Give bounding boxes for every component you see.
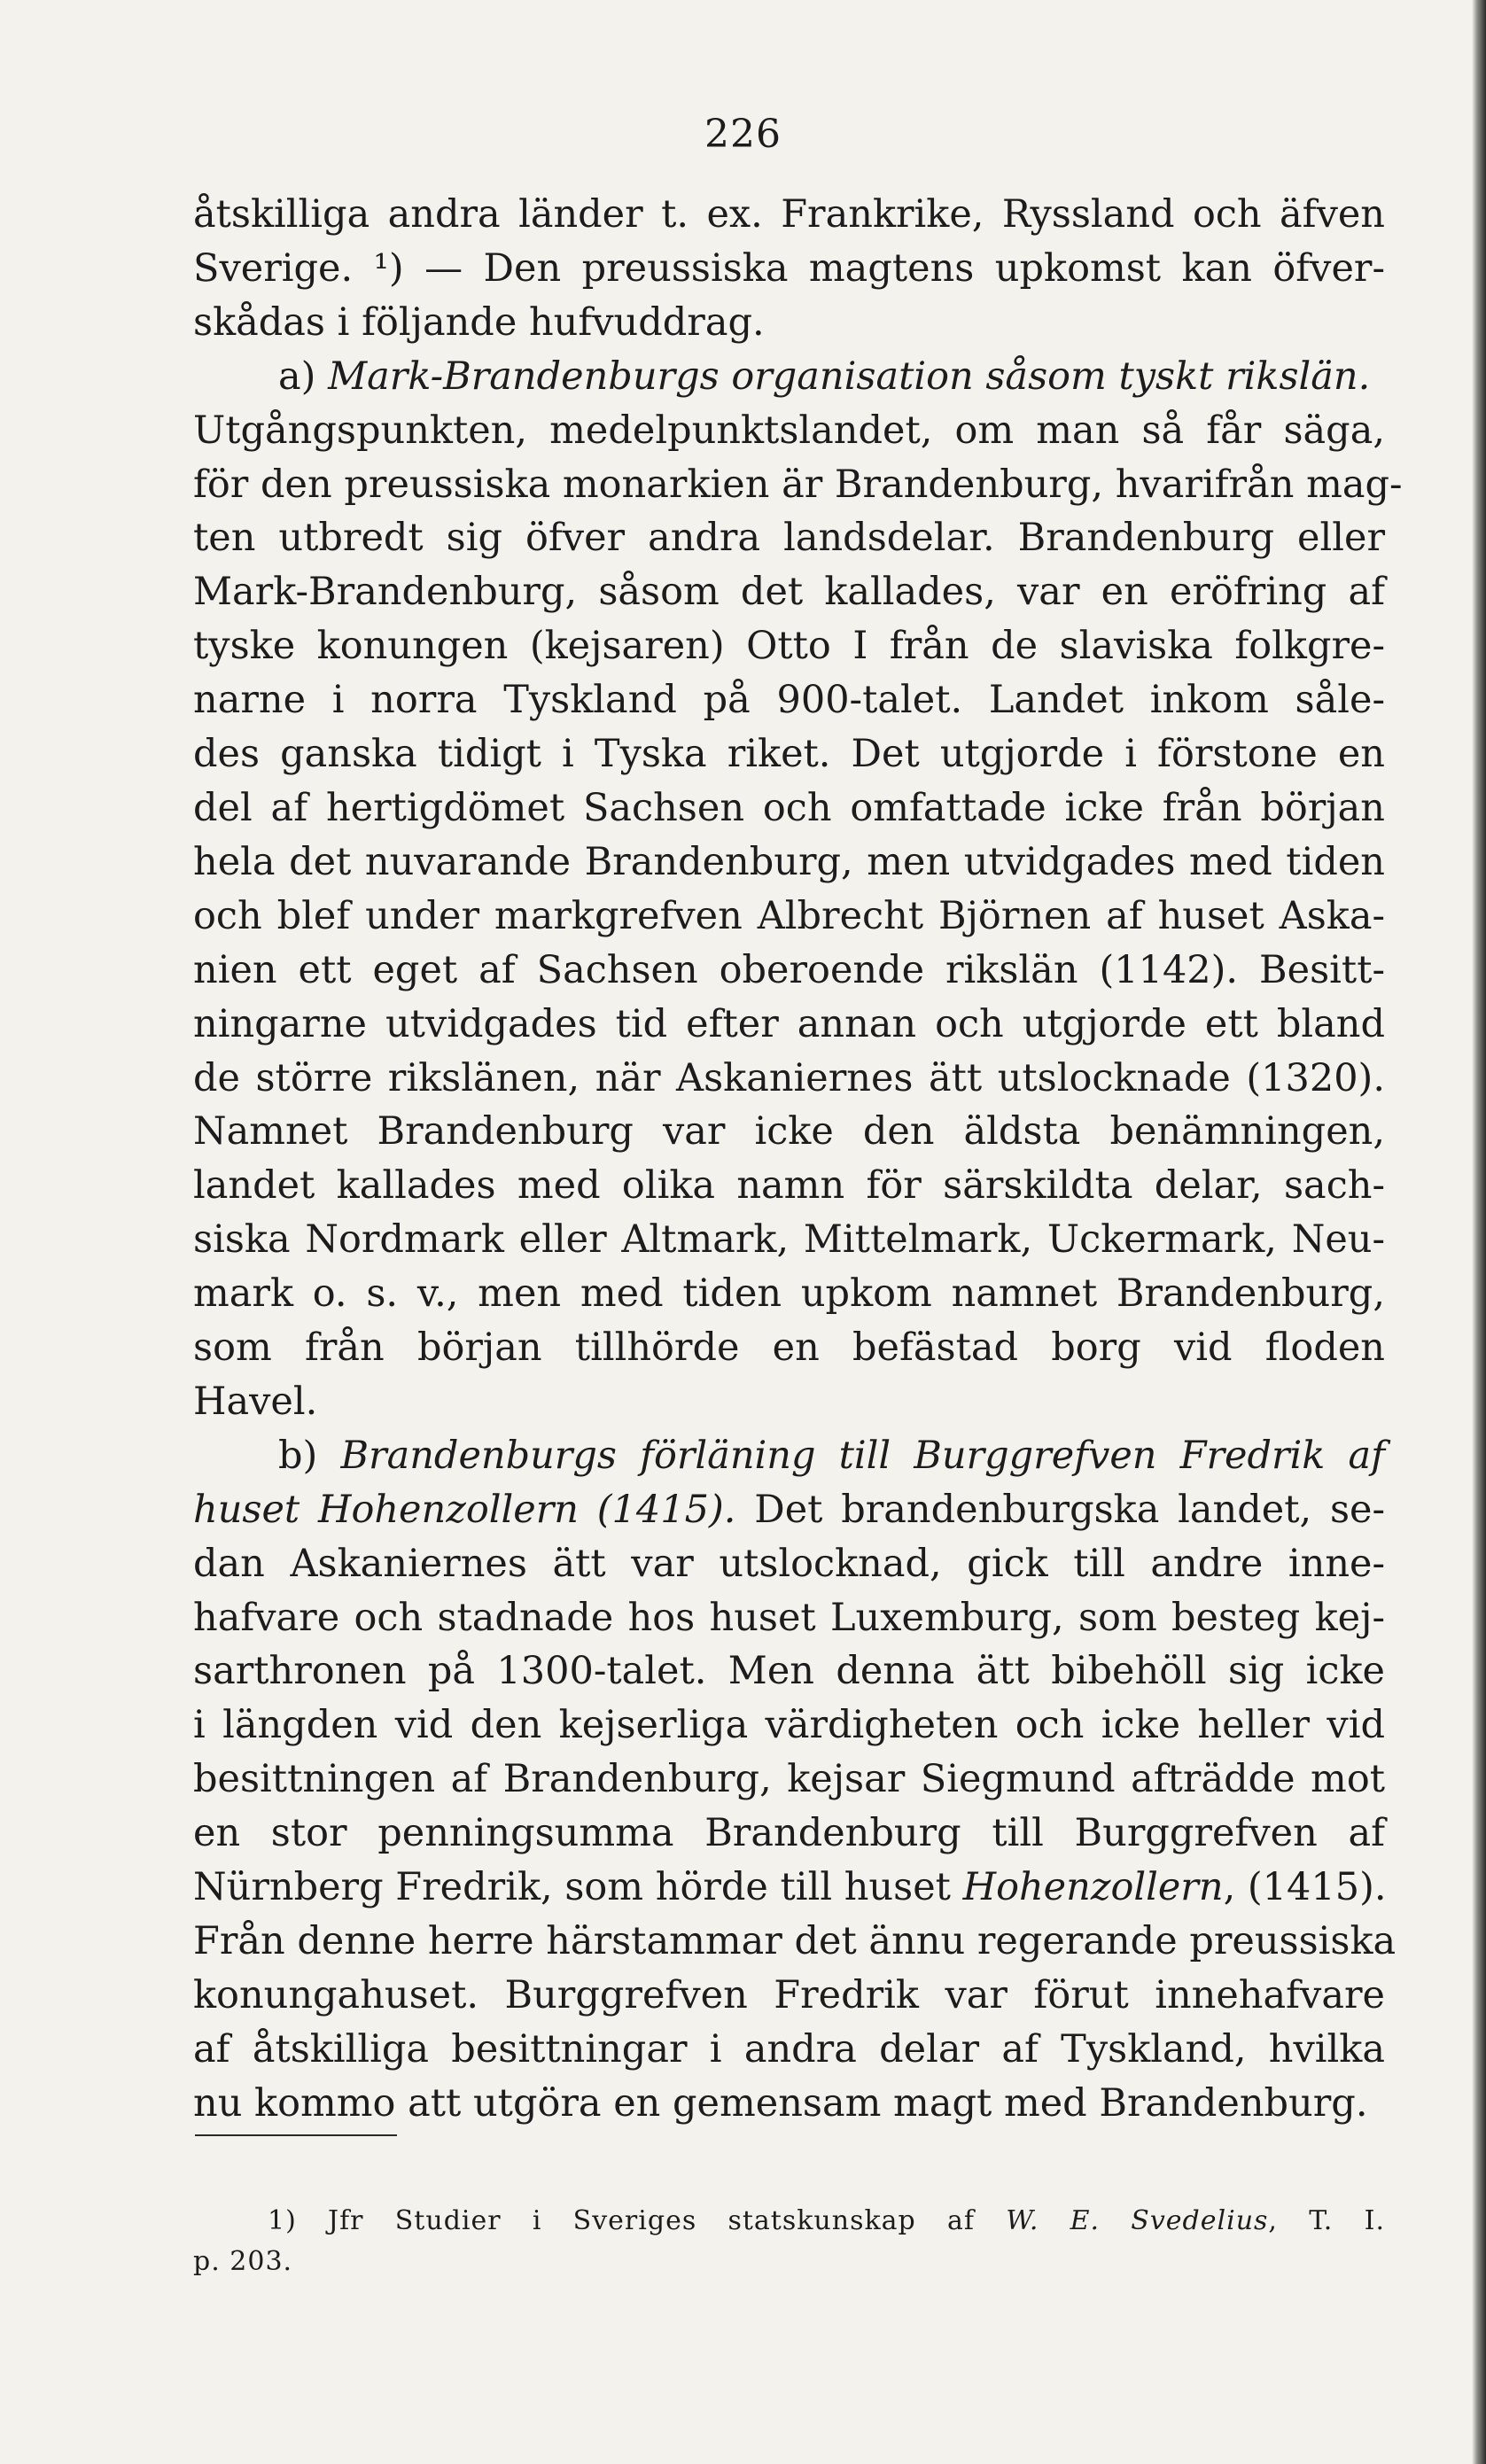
- text-line: tyske konungen (kejsaren) Otto I från de slaviska folkgre-: [193, 624, 1385, 669]
- section-a-title: Mark-Brandenburgs organisation såsom tyskt rikslän.: [328, 354, 1371, 399]
- text-line: nien ett eget af Sachsen oberoende rikslän (1142). Besitt-: [193, 947, 1385, 992]
- footnote-author: W. E. Svedelius: [1006, 2205, 1269, 2236]
- text-line: Namnet Brandenburg var icke den äldsta benämningen,: [193, 1109, 1385, 1154]
- text-line: de större rikslänen, när Askaniernes ätt utslocknade (1320).: [193, 1055, 1385, 1100]
- text-line: som från början tillhörde en befästad borg vid floden: [193, 1325, 1385, 1371]
- footnote-line: p. 203.: [193, 2246, 293, 2277]
- section-b-heading: [193, 1429, 1385, 1483]
- text-line: dan Askaniernes ätt var utslocknad, gick till andre inne-: [193, 1541, 1385, 1586]
- text-line: åtskilliga andra länder t. ex. Frankrike, Ryssland och äfven: [193, 192, 1385, 237]
- text-line: Sverige. ¹) — Den preussiska magtens upkomst kan öfver-: [193, 245, 1385, 291]
- footnote-divider: [195, 2134, 397, 2136]
- text-run: Det brandenburgska landet, se-: [754, 1487, 1386, 1532]
- text-line: af åtskilliga besittningar i andra delar af Tyskland, hvilka: [193, 2026, 1385, 2071]
- page-edge: [1472, 0, 1486, 2464]
- text-line: skådas i följande hufvuddrag.: [193, 299, 765, 345]
- body-text: [193, 188, 1403, 2131]
- text-line: Utgångspunkten, medelpunktslandet, om man så får säga,: [193, 408, 1385, 453]
- text-line: och blef under markgrefven Albrecht Björnen af huset Aska-: [193, 893, 1385, 938]
- text-line: konungahuset. Burggrefven Fredrik var förut innehafvare: [193, 1972, 1385, 2017]
- section-b-title-continued: huset Hohenzollern (1415).: [193, 1487, 736, 1532]
- text-line: des ganska tidigt i Tyska riket. Det utgjorde i förstone en: [193, 732, 1385, 777]
- text-line: del af hertigdömet Sachsen och omfattade icke från början: [193, 785, 1385, 830]
- hohenzollern-name: Hohenzollern: [962, 1865, 1224, 1910]
- text-line: nu kommo att utgöra en gemensam magt med Brandenburg.: [193, 2080, 1368, 2126]
- page-number: 226: [704, 112, 782, 157]
- text-line: [193, 1483, 1385, 1537]
- text-line: Mark-Brandenburg, såsom det kallades, var en eröfring af: [193, 570, 1385, 615]
- text-line: landet kallades med olika namn för särskildta delar, sach-: [193, 1163, 1385, 1209]
- text-line: för den preussiska monarkien är Brandenburg, hvarifrån mag-: [193, 462, 1403, 507]
- text-line: Från denne herre härstammar det ännu regerande preussiska: [193, 1919, 1397, 1963]
- text-line: sarthronen på 1300-talet. Men denna ätt bibehöll sig icke: [193, 1649, 1385, 1694]
- footnote-line: [193, 2201, 1385, 2242]
- text-line: ten utbredt sig öfver andra landsdelar. Brandenburg eller: [193, 516, 1385, 561]
- text-line: i längden vid den kejserliga värdigheten och icke heller vid: [193, 1703, 1385, 1748]
- text-run: , (1415).: [1223, 1865, 1387, 1910]
- text-line: hafvare och stadnade hos huset Luxemburg, som besteg kej-: [193, 1595, 1385, 1640]
- section-b-marker: b): [278, 1433, 318, 1478]
- text-line: hela det nuvarande Brandenburg, men utvidgades med tiden: [193, 839, 1385, 884]
- text-line: [193, 1861, 1385, 1915]
- footnote: [193, 2201, 1385, 2282]
- section-b-title: Brandenburgs förläning till Burggrefven Fredrik af: [340, 1433, 1386, 1478]
- text-line: mark o. s. v., men med tiden upkom namnet Brandenburg,: [193, 1271, 1385, 1317]
- text-line: ningarne utvidgades tid efter annan och utgjorde ett bland: [193, 1001, 1385, 1046]
- text-run: Nürnberg Fredrik, som hörde till huset: [193, 1865, 951, 1910]
- footnote-suffix: , T. I.: [1268, 2205, 1385, 2236]
- text-line: narne i norra Tyskland på 900-talet. Landet inkom såle-: [193, 678, 1385, 723]
- text-line: siska Nordmark eller Altmark, Mittelmark, Uckermark, Neu-: [193, 1217, 1385, 1263]
- text-line: besittningen af Brandenburg, kejsar Siegmund afträdde mot: [193, 1757, 1385, 1802]
- section-a-marker: a): [278, 354, 316, 399]
- section-a-heading: [193, 350, 1385, 404]
- footnote-prefix: 1) Jfr Studier i Sveriges statskunskap af: [268, 2205, 975, 2236]
- text-line: en stor penningsumma Brandenburg till Burggrefven af: [193, 1811, 1385, 1856]
- text-line: Havel.: [193, 1379, 318, 1424]
